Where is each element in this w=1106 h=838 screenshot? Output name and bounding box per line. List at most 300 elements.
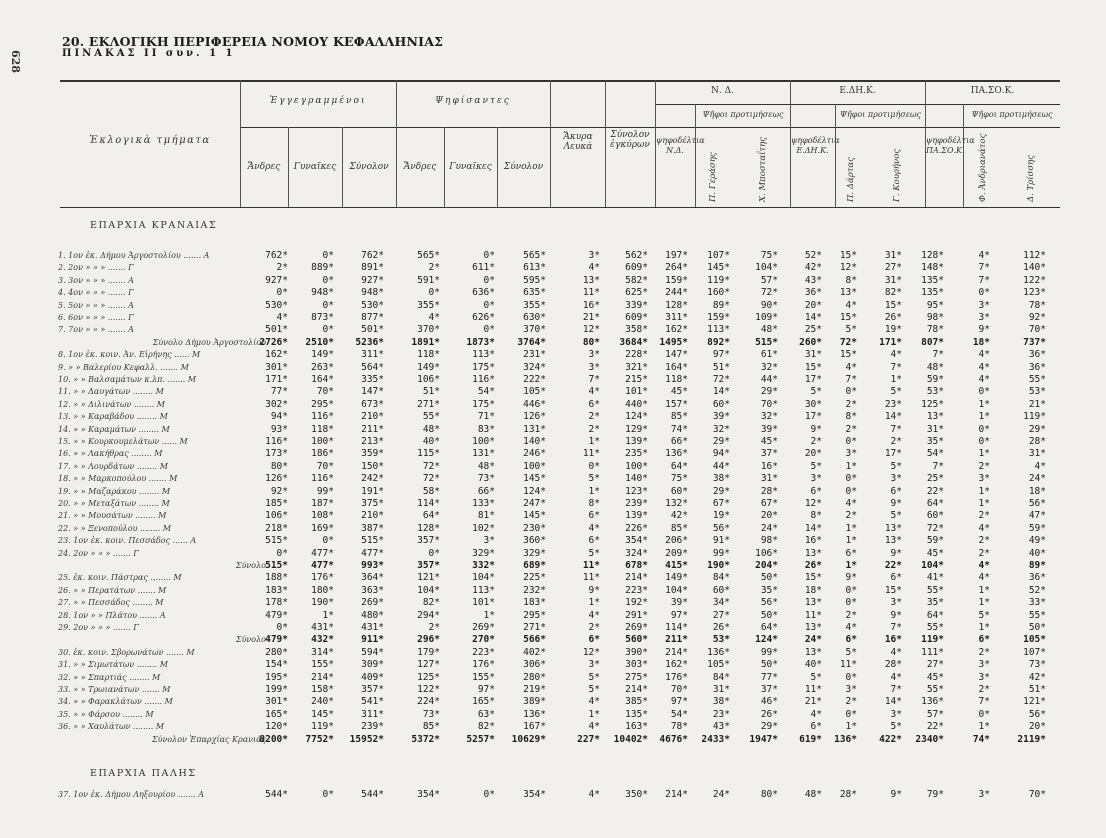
table-cell: 306* [523, 659, 546, 671]
table-cell: 0* [483, 299, 495, 311]
table-cell: 363* [361, 584, 384, 596]
table-cell: 40* [1028, 547, 1046, 559]
table-cell: 2726* [259, 336, 288, 348]
table-cell: 92* [1028, 312, 1046, 323]
table-cell: 4* [978, 560, 990, 571]
table-cell: 50* [760, 659, 778, 671]
table-cell: 7* [978, 274, 990, 286]
table-cell: 70* [1028, 789, 1046, 800]
table-total-row [0, 337, 1106, 349]
table-cell: 246* [523, 448, 546, 460]
table-cell: 0* [428, 547, 440, 559]
table-cell: 129* [625, 423, 648, 435]
header-total-registered: Σύνολον [349, 162, 389, 172]
table-cell: 36* [804, 287, 822, 299]
table-cell: 14* [712, 386, 730, 398]
row-label: 26. » » Περατάτων ....... Μ [58, 585, 167, 595]
row-label: Σύνολον Ἐπαρχίας Κρανιᾶς [151, 734, 266, 744]
table-cell: 39* [760, 423, 778, 435]
table-cell: 15* [804, 572, 822, 584]
table-cell: 364* [361, 572, 384, 584]
table-cell: 190* [707, 560, 730, 571]
table-cell: 23* [884, 398, 902, 410]
table-cell: 4* [810, 708, 822, 720]
table-cell: 11* [804, 609, 822, 621]
table-cell: 113* [472, 349, 495, 361]
table-cell: 295* [311, 398, 334, 410]
table-cell: 1* [845, 535, 857, 547]
table-cell: 210* [361, 411, 384, 423]
table-cell: 101* [472, 597, 495, 609]
table-cell: 613* [523, 262, 546, 274]
table-cell: 2* [978, 684, 990, 695]
table-cell: 16* [582, 299, 600, 311]
table-cell: 67* [712, 498, 730, 509]
table-cell: 0* [845, 473, 857, 485]
table-cell: 390* [625, 646, 648, 658]
table-cell: 1* [845, 721, 857, 733]
table-cell: 11* [582, 560, 600, 571]
table-cell: 132* [665, 498, 688, 509]
table-cell: 13* [582, 274, 600, 286]
table-cell: 35* [926, 597, 944, 609]
row-label: 8. 1ον ἐκ. κοιν. Ἀν. Εἰρήνης ...... Μ [58, 350, 201, 360]
table-cell: 100* [311, 436, 334, 447]
table-cell: 239* [625, 498, 648, 509]
table-cell: 6* [588, 535, 600, 547]
table-cell: 13* [804, 646, 822, 658]
table-cell: 329* [523, 547, 546, 559]
table-cell: 178* [265, 597, 288, 609]
header-invalid: Ἄκυρα Λευκά [563, 132, 593, 152]
table-cell: 891* [361, 262, 384, 274]
table-cell: 15* [839, 250, 857, 261]
table-cell: 56* [712, 522, 730, 534]
table-cell: 44* [760, 374, 778, 385]
table-cell: 3* [978, 671, 990, 683]
table-cell: 263* [311, 361, 334, 373]
table-cell: 16* [760, 460, 778, 472]
table-row [0, 300, 1106, 312]
table-cell: 314* [311, 646, 334, 658]
table-cell: 479* [265, 609, 288, 621]
table-cell: 70* [1028, 324, 1046, 336]
table-cell: 124* [755, 634, 778, 646]
table-cell: 12* [804, 498, 822, 509]
table-cell: 4* [588, 696, 600, 708]
table-cell: 609* [625, 312, 648, 323]
table-row [0, 424, 1106, 436]
table-cell: 4* [588, 386, 600, 398]
table-cell: 180* [311, 584, 334, 596]
table-cell: 269* [361, 597, 384, 609]
section-heading: ΕΠΑΡΧΙΑ ΠΑΛΗΣ [90, 768, 197, 779]
table-cell: 280* [523, 671, 546, 683]
table-cell: 59* [926, 535, 944, 547]
table-cell: 244* [665, 287, 688, 299]
table-cell: 45* [760, 436, 778, 447]
table-cell: 0* [588, 460, 600, 472]
table-cell: 46* [760, 696, 778, 708]
table-cell: 19* [712, 510, 730, 522]
table-cell: 28* [760, 485, 778, 497]
table-cell: 2433* [701, 733, 730, 745]
table-cell: 106* [265, 510, 288, 522]
table-cell: 594* [361, 646, 384, 658]
table-cell: 119* [1023, 411, 1046, 423]
table-cell: 4676* [659, 733, 688, 745]
table-cell: 0* [322, 535, 334, 547]
table-cell: 280* [265, 646, 288, 658]
table-cell: 90* [760, 299, 778, 311]
table-cell: 128* [921, 250, 944, 261]
table-cell: 25* [926, 473, 944, 485]
table-cell: 32* [760, 411, 778, 423]
table-cell: 807* [921, 336, 944, 348]
table-cell: 14* [884, 696, 902, 708]
table-cell: 0* [978, 708, 990, 720]
table-cell: 57* [926, 708, 944, 720]
table-cell: 20* [760, 510, 778, 522]
table-cell: 3* [978, 789, 990, 800]
table-cell: 126* [265, 473, 288, 485]
table-cell: 7752* [305, 733, 334, 745]
table-cell: 45* [670, 386, 688, 398]
table-cell: 176* [472, 659, 495, 671]
table-cell: 2* [845, 609, 857, 621]
table-cell: 31* [884, 274, 902, 286]
table-cell: 18* [804, 584, 822, 596]
table-cell: 111* [921, 646, 944, 658]
table-row [0, 461, 1106, 473]
table-cell: 98* [760, 535, 778, 547]
table-cell: 105* [523, 386, 546, 398]
table-cell: 29* [712, 436, 730, 447]
table-cell: 1891* [411, 336, 440, 348]
table-cell: 6* [588, 510, 600, 522]
table-cell: 72* [422, 473, 440, 485]
table-cell: 6* [890, 572, 902, 584]
table-cell: 197* [665, 250, 688, 261]
table-cell: 41* [926, 572, 944, 584]
row-label: 17. » » Λουρδάτων ........ Μ [58, 461, 168, 471]
table-cell: 324* [523, 361, 546, 373]
table-cell: 227* [577, 733, 600, 745]
table-cell: 31* [804, 349, 822, 361]
table-cell: 48* [760, 324, 778, 336]
table-cell: 1* [978, 448, 990, 460]
table-row [0, 721, 1106, 733]
table-cell: 40* [804, 659, 822, 671]
table-cell: 911* [361, 634, 384, 646]
table-cell: 118* [417, 349, 440, 361]
table-cell: 223* [625, 584, 648, 596]
table-cell: 10402* [613, 733, 648, 745]
table-cell: 0* [276, 547, 288, 559]
table-cell: 1* [588, 708, 600, 720]
table-cell: 564* [361, 361, 384, 373]
table-cell: 26* [804, 560, 822, 571]
table-cell: 160* [707, 287, 730, 299]
table-cell: 6* [978, 634, 990, 646]
table-cell: 11* [839, 659, 857, 671]
table-cell: 4* [890, 349, 902, 361]
table-row [0, 262, 1106, 274]
table-row [0, 659, 1106, 671]
table-cell: 5* [810, 460, 822, 472]
table-cell: 294* [417, 609, 440, 621]
table-cell: 31* [712, 684, 730, 695]
table-cell: 28* [1028, 436, 1046, 447]
table-cell: 3* [890, 597, 902, 609]
table-cell: 60* [926, 510, 944, 522]
header-valid-total: Σύνολον ἐγκύρων [610, 130, 650, 150]
table-header [60, 80, 1060, 208]
table-cell: 22* [926, 721, 944, 733]
table-cell: 6* [845, 634, 857, 646]
table-cell: 440* [625, 398, 648, 410]
table-cell: 422* [879, 733, 902, 745]
table-cell: 55* [926, 684, 944, 695]
table-row [0, 324, 1106, 336]
table-cell: 162* [265, 349, 288, 361]
table-cell: 55* [1028, 374, 1046, 385]
table-cell: 355* [417, 299, 440, 311]
table-cell: 82* [422, 597, 440, 609]
table-cell: 354* [523, 789, 546, 800]
table-cell: 5* [890, 510, 902, 522]
table-cell: 5* [890, 460, 902, 472]
table-cell: 6* [588, 398, 600, 410]
table-cell: 99* [316, 485, 334, 497]
table-cell: 0* [483, 274, 495, 286]
table-cell: 105* [1023, 634, 1046, 646]
table-cell: 139* [625, 510, 648, 522]
table-cell: 4* [978, 361, 990, 373]
table-row [0, 362, 1106, 374]
table-cell: 149* [311, 349, 334, 361]
table-cell: 17* [884, 448, 902, 460]
table-cell: 50* [760, 609, 778, 621]
row-label: 20. » » Μεταξάτων ........ Μ [58, 499, 170, 508]
table-cell: 188* [265, 572, 288, 584]
table-cell: 11* [804, 684, 822, 695]
table-cell: 56* [1028, 708, 1046, 720]
table-cell: 125* [417, 671, 440, 683]
table-cell: 264* [665, 262, 688, 274]
table-cell: 97* [670, 609, 688, 621]
table-cell: 24* [712, 789, 730, 800]
table-cell: 225* [523, 572, 546, 584]
table-cell: 7* [890, 684, 902, 695]
table-cell: 269* [625, 622, 648, 633]
table-cell: 54* [926, 448, 944, 460]
table-cell: 1947* [749, 733, 778, 745]
table-cell: 20* [804, 448, 822, 460]
table-cell: 4* [276, 312, 288, 323]
table-cell: 121* [417, 572, 440, 584]
table-cell: 1* [588, 597, 600, 609]
table-cell: 116* [311, 411, 334, 423]
table-cell: 15* [884, 584, 902, 596]
table-cell: 128* [665, 299, 688, 311]
table-cell: 4* [588, 721, 600, 733]
table-cell: 355* [523, 299, 546, 311]
section-heading: ΕΠΑΡΧΙΑ ΚΡΑΝΑΙΑΣ [90, 220, 218, 231]
table-cell: 112* [1023, 250, 1046, 261]
row-label: 2. 2ον » » » ....... Γ [58, 263, 134, 273]
table-cell: 94* [712, 448, 730, 460]
table-cell: 32* [760, 361, 778, 373]
table-cell: 3* [810, 473, 822, 485]
table-cell: 67* [760, 498, 778, 509]
table-cell: 218* [265, 522, 288, 534]
table-cell: 30* [804, 398, 822, 410]
table-cell: 140* [523, 436, 546, 447]
table-cell: 97* [712, 349, 730, 361]
table-cell: 357* [417, 535, 440, 547]
table-cell: 43* [712, 721, 730, 733]
table-cell: 35* [760, 584, 778, 596]
row-label: 30. ἐκ. κοιν. Σβορωνάτων ....... Μ [58, 647, 195, 657]
table-cell: 13* [804, 622, 822, 633]
table-cell: 611* [472, 262, 495, 274]
table-cell: 73* [1028, 659, 1046, 671]
table-cell: 92* [270, 485, 288, 497]
table-cell: 1* [978, 622, 990, 633]
table-cell: 18* [972, 336, 990, 348]
table-cell: 140* [1023, 262, 1046, 274]
table-cell: 636* [472, 287, 495, 299]
table-cell: 0* [845, 436, 857, 447]
table-cell: 42* [670, 510, 688, 522]
table-cell: 0* [845, 708, 857, 720]
table-cell: 1* [978, 485, 990, 497]
table-cell: 77* [760, 671, 778, 683]
table-cell: 389* [523, 696, 546, 708]
table-row [0, 597, 1106, 609]
table-cell: 37* [760, 448, 778, 460]
table-row [0, 486, 1106, 498]
table-cell: 98* [926, 312, 944, 323]
table-cell: 17* [804, 374, 822, 385]
table-cell: 120* [265, 721, 288, 733]
table-cell: 148* [921, 262, 944, 274]
table-cell: 678* [625, 560, 648, 571]
table-cell: 16* [804, 535, 822, 547]
table-cell: 36* [1028, 572, 1046, 584]
table-cell: 12* [839, 262, 857, 274]
table-cell: 431* [311, 622, 334, 633]
table-cell: 2510* [305, 336, 334, 348]
table-cell: 211* [361, 423, 384, 435]
table-cell: 4* [890, 646, 902, 658]
table-cell: 530* [361, 299, 384, 311]
table-cell: 4* [845, 361, 857, 373]
table-cell: 1* [588, 436, 600, 447]
table-cell: 582* [625, 274, 648, 286]
table-cell: 9* [890, 498, 902, 509]
table-cell: 370* [523, 324, 546, 336]
table-cell: 210* [361, 510, 384, 522]
table-row [0, 535, 1106, 547]
table-cell: 13* [804, 597, 822, 609]
table-cell: 48* [804, 789, 822, 800]
table-cell: 71* [477, 411, 495, 423]
table-cell: 149* [665, 572, 688, 584]
table-cell: 329* [472, 547, 495, 559]
table-cell: 0* [322, 789, 334, 800]
table-cell: 2* [978, 535, 990, 547]
table-cell: 0* [276, 287, 288, 299]
row-label: 16. » » Λακήθρας ........ Μ [58, 449, 163, 459]
table-cell: 125* [921, 398, 944, 410]
table-cell: 145* [707, 262, 730, 274]
table-cell: 6* [890, 485, 902, 497]
row-label: Σύνολο Δήμου Ἀργοστολίου [152, 337, 266, 347]
table-cell: 232* [523, 584, 546, 596]
table-cell: 78* [670, 721, 688, 733]
table-cell: 145* [523, 473, 546, 485]
table-cell: 66* [670, 436, 688, 447]
table-cell: 409* [361, 671, 384, 683]
table-cell: 187* [311, 498, 334, 509]
table-cell: 114* [665, 622, 688, 633]
table-cell: 7* [845, 374, 857, 385]
table-cell: 1* [483, 609, 495, 621]
table-cell: 60* [712, 398, 730, 410]
table-row [0, 672, 1106, 684]
table-cell: 215* [625, 374, 648, 385]
table-cell: 4* [1034, 460, 1046, 472]
table-cell: 927* [361, 274, 384, 286]
table-cell: 36* [1028, 349, 1046, 361]
table-cell: 147* [665, 349, 688, 361]
table-cell: 565* [417, 250, 440, 261]
table-cell: 635* [523, 287, 546, 299]
table-cell: 72* [422, 460, 440, 472]
table-cell: 31* [1028, 448, 1046, 460]
table-cell: 7* [588, 374, 600, 385]
table-cell: 39* [712, 411, 730, 423]
table-cell: 332* [472, 560, 495, 571]
header-nd: Ν. Δ. [711, 86, 734, 96]
table-cell: 501* [265, 324, 288, 336]
table-cell: 9* [890, 547, 902, 559]
row-label: Σύνολο [235, 561, 266, 570]
table-cell: 4* [978, 349, 990, 361]
table-cell: 154* [265, 659, 288, 671]
table-cell: 61* [760, 349, 778, 361]
table-cell: 515* [265, 535, 288, 547]
row-label: Σύνολο [235, 635, 266, 645]
table-cell: 5* [845, 646, 857, 658]
table-cell: 0* [322, 250, 334, 261]
table-cell: 136* [921, 696, 944, 708]
table-cell: 11* [582, 287, 600, 299]
table-cell: 24* [804, 634, 822, 646]
table-cell: 501* [361, 324, 384, 336]
table-cell: 57* [760, 274, 778, 286]
table-cell: 224* [417, 696, 440, 708]
table-cell: 136* [834, 733, 857, 745]
table-cell: 214* [625, 572, 648, 584]
table-cell: 51* [422, 386, 440, 398]
header-edik-pref: Ψῆφοι προτιμήσεως [840, 110, 921, 119]
table-cell: 2* [978, 547, 990, 559]
table-cell: 544* [265, 789, 288, 800]
table-cell: 155* [311, 659, 334, 671]
